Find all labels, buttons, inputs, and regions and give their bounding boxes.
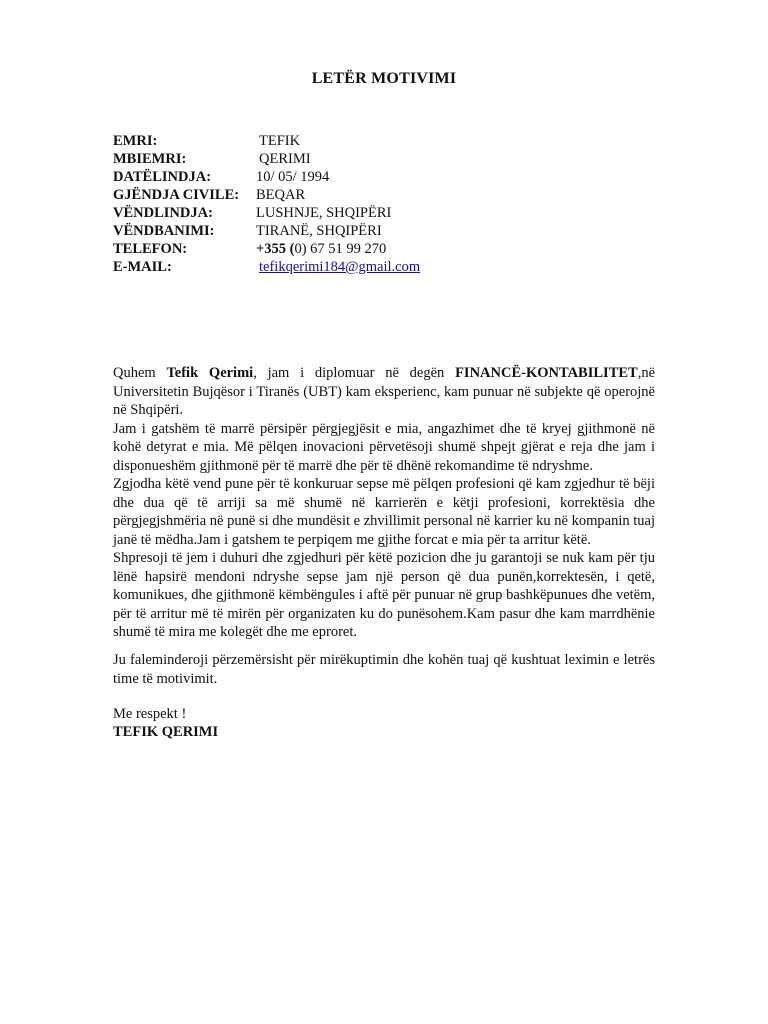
phone-number: 0) 67 51 99 270: [294, 241, 387, 257]
info-label: MBIEMRI:: [113, 151, 187, 167]
info-label: VËNDLINDJA:: [113, 205, 213, 221]
info-value-phone: [256, 240, 386, 258]
body-paragraph-1: [113, 364, 655, 642]
info-row-vendlindja: [113, 204, 655, 222]
info-value: BEQAR: [256, 187, 306, 203]
info-value: QERIMI: [259, 151, 311, 167]
info-label: EMRI:: [113, 133, 158, 149]
info-label: TELEFON:: [113, 241, 188, 257]
info-row-emri: [113, 132, 655, 150]
info-row-email: [113, 258, 655, 276]
info-label: GJËNDJA CIVILE:: [113, 187, 240, 203]
info-row-gjendja-civile: [113, 186, 655, 204]
closing-line: Me respekt !: [113, 706, 187, 722]
info-value: 10/ 05/ 1994: [256, 169, 330, 185]
info-label: DATËLINDJA:: [113, 169, 212, 185]
personal-info-block: [113, 132, 655, 276]
signature: TEFIK QERIMI: [113, 724, 219, 740]
intro-text: ,në Universitetin Bujqësor i Tiranës (UBT) kam eksperienc, kam punuar në subjekte që operojnë në Shqipëri.: [113, 365, 656, 418]
body-text: Shpresoji të jem i duhuri dhe zgjedhuri për këtë pozicion dhe ju garantoji se nuk kam për tju lënë hapsirë mendoni ndryshe sepse jam një person që dua punën,korrektesën, i qetë, komunikues, dhe gjithmonë këmbëngules i aftë për punuar në grup bashkëpunues dhe vetëm, për të arritur më të mirën për organizaten ku do punësohem.Kam pasur dhe kam marrdhënie shumë të mira me kolegët dhe me eproret.: [113, 550, 655, 640]
info-row-datelindja: [113, 168, 655, 186]
info-value: TEFIK: [259, 133, 301, 149]
intro-text: , jam i diplomuar në degën: [253, 365, 456, 381]
intro-text: Quhem: [113, 365, 167, 381]
info-value: TIRANË, SHQIPËRI: [256, 223, 382, 239]
phone-prefix: +355 (: [256, 241, 295, 257]
info-row-vendbanimi: [113, 222, 655, 240]
degree-name: FINANCË-KONTABILITET: [455, 365, 638, 381]
info-row-mbiemri: [113, 150, 655, 168]
page-title: LETËR MOTIVIMI: [311, 70, 457, 87]
body-text: Jam i gatshëm të marrë përsipër përgjegjësit e mia, angazhimet dhe të kryej gjithmonë në kohë detyrat e mia. Më pëlqen inovacioni përvetësoji shumë shpejt gjërat e reja dhe jam i disponueshëm gjithmonë për të marrë dhe për të dhënë rekomandime të ndryshme.: [113, 420, 655, 474]
info-row-telefon: [113, 240, 655, 258]
body-paragraph-2: Ju faleminderoji përzemërsisht për mirëkuptimin dhe kohën tuaj që kushtuat leximin e letrës time të motivimit.: [113, 652, 655, 687]
info-value: LUSHNJE, SHQIPËRI: [256, 205, 392, 221]
body-text: Zgjodha këtë vend pune për të konkuruar sepse më pëlqen profesioni që kam zgjedhur të bëji dhe dua që të arriji sa më shumë në karrierën e këtji profesioni, korrektësia dhe përgjegjshmëria në punë si dhe mundësit e zhvillimit personal në karrier ku në kompanin tuaj janë të mëdha.Jam i gatshem te perpiqem me gjithe forcat e mia për ta arritur këtë.: [113, 476, 655, 548]
info-label: VËNDBANIMI:: [113, 223, 215, 239]
info-label: E-MAIL:: [113, 259, 172, 275]
applicant-name: Tefik Qerimi: [166, 365, 254, 381]
email-link[interactable]: tefikqerimi184@gmail.com: [259, 259, 421, 275]
